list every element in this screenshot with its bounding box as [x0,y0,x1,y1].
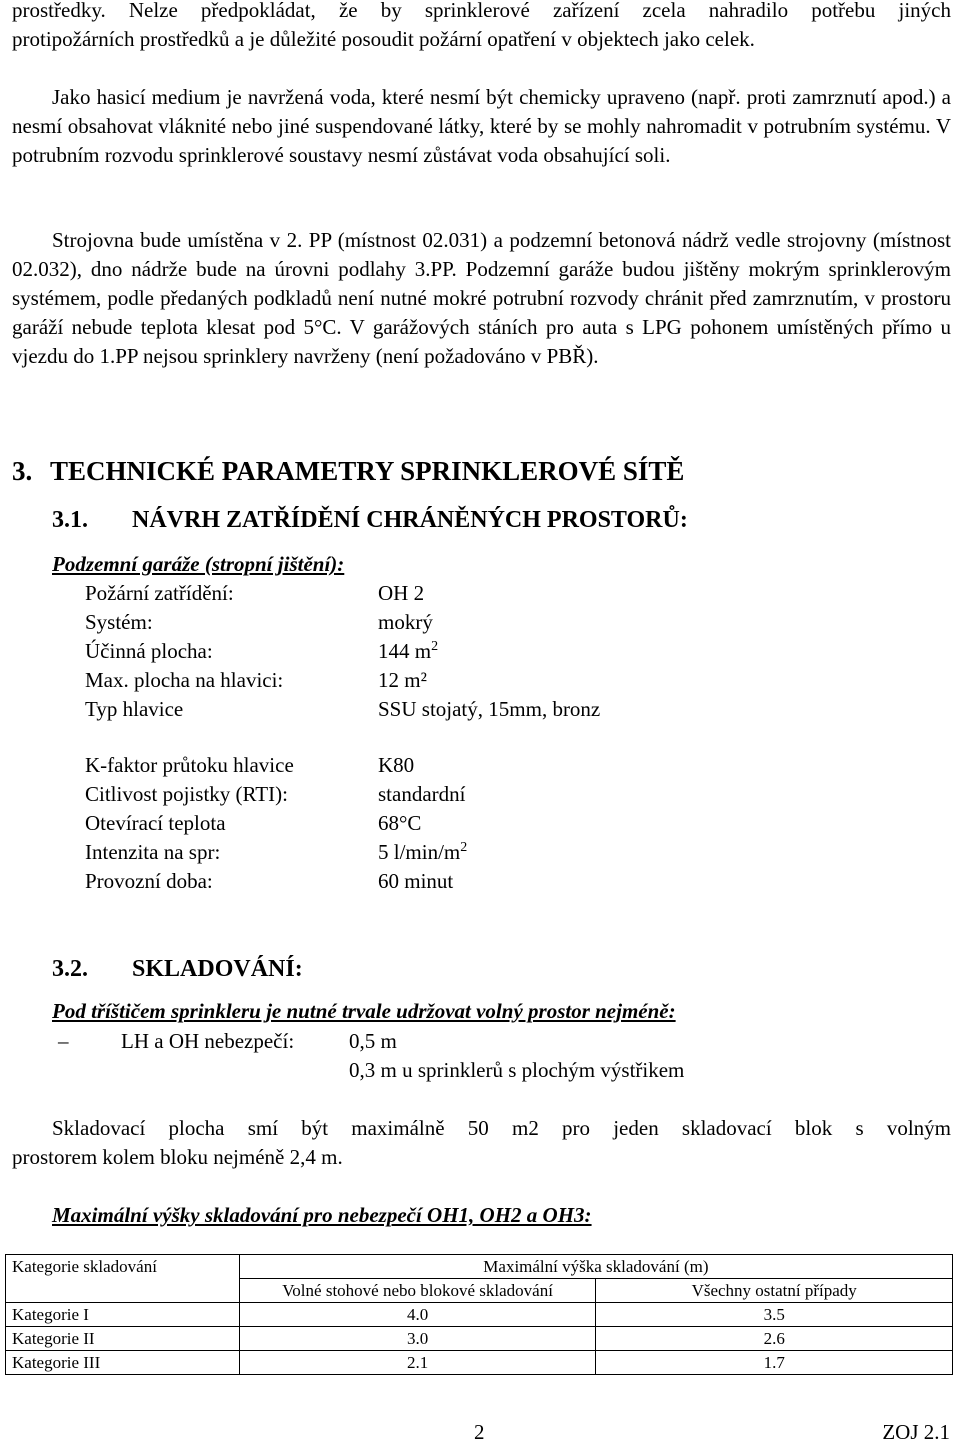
table-cell-other: 2.6 [596,1327,953,1351]
param-row [85,809,421,838]
param-label: Účinná plocha: [85,639,213,663]
section-3-1-heading [52,505,688,535]
param-row [85,608,433,637]
table-cell-cat: Kategorie III [6,1351,240,1375]
param-row [85,695,600,724]
section-3-number: 3. [12,456,33,486]
subheader-other-cases: Všechny ostatní případy [596,1279,953,1303]
param-label: K-faktor průtoku hlavice [85,753,294,777]
param-value: K80 [378,753,415,777]
header-max-height: Maximální výška skladování (m) [239,1255,952,1279]
garage-heading: Podzemní garáže (stropní jištění): [52,552,345,576]
param-label: Otevírací teplota [85,811,226,835]
param-label: Typ hlavice [85,697,184,721]
storage-heading: Pod tříštičem sprinkleru je nutné trvale udržovat volný prostor nejméně: [52,999,676,1023]
table-header-row [6,1255,953,1279]
param-value: 144 m [378,639,432,663]
dash-bullet: – [58,1029,69,1053]
param-value: 12 m² [378,668,427,692]
param-value: SSU stojatý, 15mm, bronz [378,697,601,721]
section-3-1-number: 3.1. [52,507,88,533]
table-cell-other: 1.7 [596,1351,953,1375]
param-row [85,637,438,666]
document-id: ZOJ 2.1 [882,1420,950,1444]
section-3-title: TECHNICKÉ PARAMETRY SPRINKLEROVÉ SÍTĚ [50,456,685,486]
param-label: Požární zatřídění: [85,581,234,605]
clearance-value-2: 0,3 m u sprinklerů s plochým výstřikem [349,1058,685,1082]
page-number: 2 [474,1420,485,1444]
clearance-value-1: 0,5 m [349,1029,397,1053]
param-value: OH 2 [378,581,425,605]
para-medium: Jako hasicí medium je navržená voda, které nesmí být chemicky upraveno (např. proti zamrznutí apod.) a nesmí obsahovat vláknité nebo jiné suspendované látky, které by se mohly nahromadit v potrubním systému. V potrubním rozvodu sprinklerové soustavy nesmí zůstávat voda obsahující soli. [12,85,951,167]
param-value: 68°C [378,811,422,835]
section-3-1-title: NÁVRH ZATŘÍDĚNÍ CHRÁNĚNÝCH PROSTORŮ: [132,507,688,533]
param-value: 60 minut [378,869,454,893]
storage-area-line-2: prostorem kolem bloku nejméně 2,4 m. [12,1145,343,1169]
param-row [85,751,414,780]
max-heights-heading: Maximální výšky skladování pro nebezpečí OH1, OH2 a OH3: [52,1203,592,1227]
table-row [6,1351,953,1375]
subheader-free-storage: Volné stohové nebo blokové skladování [239,1279,596,1303]
clearance-label: LH a OH nebezpečí: [121,1029,295,1053]
param-label: Intenzita na spr: [85,840,221,864]
section-3-2-heading [52,954,303,984]
table-cell-free: 4.0 [239,1303,596,1327]
table-cell-free: 3.0 [239,1327,596,1351]
param-value: mokrý [378,610,433,634]
param-row [85,838,467,867]
table-cell-other: 3.5 [596,1303,953,1327]
param-label: Systém: [85,610,153,634]
intro-line-1: prostředky. Nelze předpokládat, že by sprinklerové zařízení zcela nahradilo potřebu jiných [12,0,951,22]
param-value: standardní [378,782,466,806]
storage-height-table [5,1254,953,1375]
param-label: Max. plocha na hlavici: [85,668,284,692]
param-row [85,867,453,896]
table-row [6,1327,953,1351]
param-superscript: 2 [460,840,468,855]
param-row [85,579,424,608]
storage-area-line-1: Skladovací plocha smí být maximálně 50 m2 pro jeden skladovací blok s volným [52,1116,951,1140]
param-label: Provozní doba: [85,869,213,893]
para-strojovna: Strojovna bude umístěna v 2. PP (místnost 02.031) a podzemní betonová nádrž vedle strojovny (místnost 02.032), dno nádrže bude na úrovni podlahy 3.PP. Podzemní garáže budou jištěny mokrým sprinklerovým systémem, podle předaných podkladů není nutné mokré potrubní rozvody chránit před zamrznutím, v prostoru garáží nebude teplota klesat pod 5°C. V garážových stáních pro auta s LPG pohonem umístěných přímo u vjezdu do 1.PP nejsou sprinklery navrženy (není požadováno v PBŘ). [12,228,951,368]
table-cell-cat: Kategorie II [6,1327,240,1351]
param-value: 5 l/min/m [378,840,461,864]
param-row [85,666,427,695]
section-3-2-title: SKLADOVÁNÍ: [132,956,303,982]
param-label: Citlivost pojistky (RTI): [85,782,288,806]
table-cell-cat: Kategorie I [6,1303,240,1327]
clearance-item [58,1027,397,1056]
section-3-2-number: 3.2. [52,956,88,982]
param-row [85,780,465,809]
section-3-heading [12,453,684,489]
table-row [6,1303,953,1327]
table-cell-free: 2.1 [239,1351,596,1375]
param-superscript: 2 [431,639,439,654]
header-category: Kategorie skladování [6,1255,240,1303]
intro-line-2: protipožárních prostředků a je důležité posoudit požární opatření v objektech jako celek. [12,27,755,51]
